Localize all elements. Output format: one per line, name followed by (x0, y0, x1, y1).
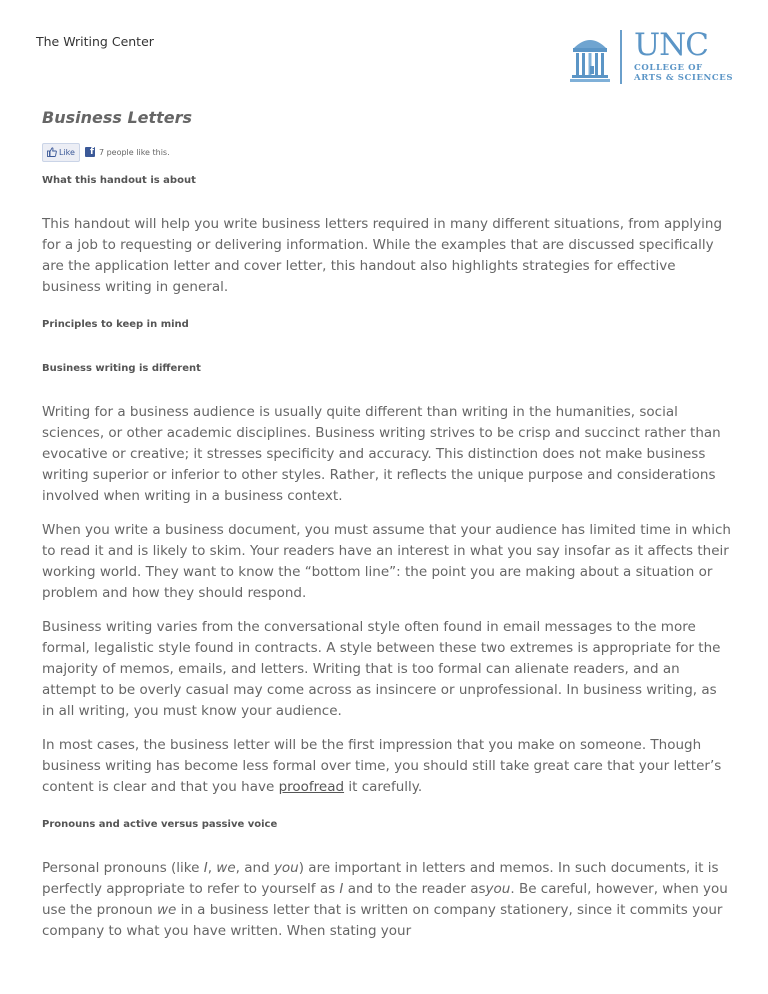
page-title: Business Letters (42, 108, 193, 127)
text-span: in a business letter that is written on company stationery, since it commits your company to what you have written. When stating your (42, 902, 723, 939)
logo-college-line2: ARTS & SCIENCES (634, 73, 734, 83)
facebook-icon: f (85, 147, 95, 157)
emphasis: we (156, 902, 177, 918)
facebook-like-bar (42, 142, 732, 162)
like-count: 7 people like this. (98, 147, 170, 157)
paragraph-pronouns-1 (42, 858, 732, 942)
proofread-link[interactable]: proofread (278, 779, 345, 795)
thumbs-up-icon (47, 147, 57, 157)
text-span: Personal pronouns (like (42, 860, 204, 876)
like-label: Like (59, 147, 75, 157)
emphasis: you (273, 860, 299, 876)
text-span: , and (235, 860, 274, 876)
paragraph-different-1: Writing for a business audience is usually quite different than writing in the humanities, social sciences, or other academic disciplines. Business writing strives to be crisp and succinct rather than evocative or creative; it stresses specificity and accuracy. This distinction does not make business writing superior or inferior to other styles. Rather, it reflects the unique purpose and considerations involved when writing in a business context. (42, 404, 721, 504)
emphasis: I (339, 881, 344, 897)
emphasis: you (485, 881, 511, 897)
emphasis: I (203, 860, 208, 876)
heading-business-writing-different: Business writing is different (42, 363, 201, 374)
text-span: , (207, 860, 217, 876)
logo-college-line1: COLLEGE OF (634, 63, 703, 73)
site-label: The Writing Center (36, 34, 154, 49)
text-span: ) are important in letters and memos. In such documents, it is perfectly appropriate to refer to yourself as (42, 860, 719, 897)
logo-wordmark (634, 27, 734, 83)
text-span: and to the reader as (343, 881, 486, 897)
paragraph-different-2: When you write a business document, you must assume that your audience has limited time in which to read it and is likely to skim. Your readers have an interest in what you say insofar as it affects their working world. They want to know the “bottom line”: the point you are making about a situation or problem and how they should respond. (42, 522, 731, 601)
logo-unc-text: UNC (634, 27, 708, 63)
paragraph-different-3: Business writing varies from the conversational style often found in email messages to the more formal, legalistic style found in contracts. A style between these two extremes is appropriate for the majority of memos, emails, and letters. Writing that is too formal can alienate readers, and an attempt to be overly casual may come across as insincere or unprofessional. In business writing, as in all writing, you must know your audience. (42, 619, 721, 719)
article (42, 106, 732, 942)
paragraph-different-4 (42, 735, 732, 798)
text-span: In most cases, the business letter will be the first impression that you make on someone. Though business writing has become less formal over time, you should still take great care that your letter’s content is clear and that you have (42, 737, 722, 795)
text-span: . Be careful, however, when you use the pronoun (42, 881, 728, 918)
heading-pronouns: Pronouns and active versus passive voice (42, 819, 278, 830)
unc-logo[interactable] (570, 27, 750, 86)
facebook-like-button[interactable] (42, 143, 80, 162)
text-span: it carefully. (344, 779, 423, 795)
emphasis: we (216, 860, 236, 876)
heading-about: What this handout is about (42, 175, 196, 186)
old-well-icon (570, 34, 610, 84)
paragraph-about: This handout will help you write business letters required in many different situations, from applying for a job to requesting or delivering information. While the examples that are discussed specifically are the application letter and cover letter, this handout also highlights strategies for effective business writing in general. (42, 216, 723, 295)
heading-principles: Principles to keep in mind (42, 319, 189, 330)
logo-divider (620, 30, 622, 84)
